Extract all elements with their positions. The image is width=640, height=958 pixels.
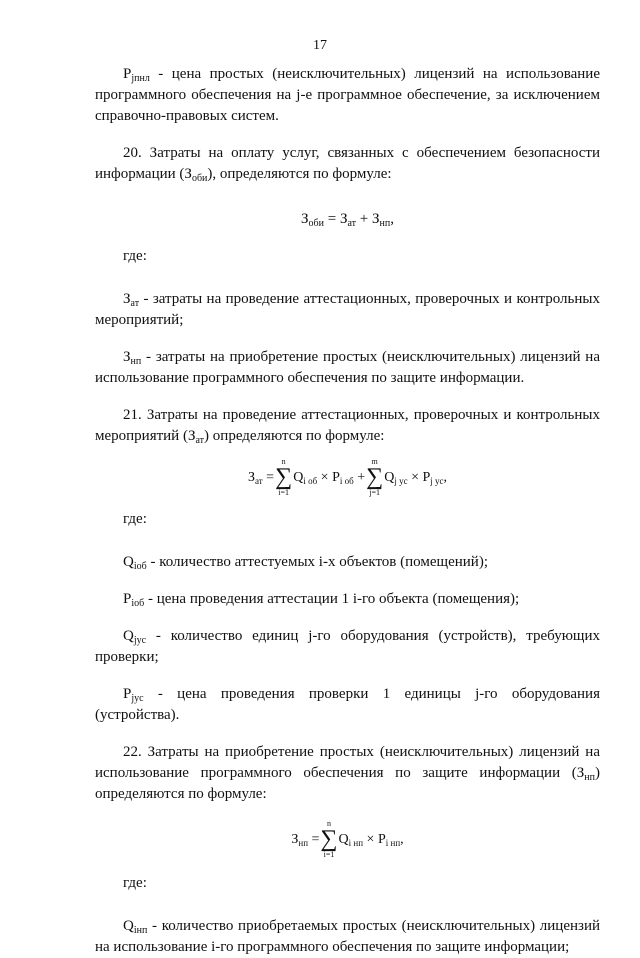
sum-symbol-j: m ∑ j=1	[366, 457, 384, 497]
where-label-1: где:	[123, 248, 147, 264]
definition-zat: $З_{ат}$ - затраты на проведение аттестационных, проверочных и контрольных мероприятий;	[95, 291, 600, 328]
page-number: 17	[313, 38, 327, 53]
paragraph-22: 22. Затраты на приобретение простых (неисключительных) лицензий на использование программного обеспечения по защите информации $(З_{нп})$ определяются по формуле:	[95, 744, 600, 802]
definition-pjus: $P_{jус}$ - цена проведения проверки 1 единицы j-го оборудования (устройства).	[95, 686, 600, 723]
formula-znp: $З_{нп}$ = n ∑ i=1 $Q_{i нп} \times P_{i нп}$,	[291, 819, 404, 859]
where-label-3: где:	[123, 875, 147, 891]
definition-qinp: $Q_{iнп}$ - количество приобретаемых простых (неисключительных) лицензий на использование i-го программного обеспечения по защите информации;	[95, 918, 600, 955]
definition-qjus: $Q_{jус}$ - количество единиц j-го оборудования (устройств), требующих проверки;	[95, 628, 600, 665]
definition-qiob: $Q_{iоб}$ - количество аттестуемых i-х объектов (помещений);	[123, 554, 488, 572]
formula-zat: $З_{ат}$ = n ∑ i=1 $Q_{i об} \times P_{i об}$ + m ∑ j=1 $Q_{j ус} \times P_{j ус}$,	[247, 457, 448, 497]
paragraph-pjpnl-definition: $P_{jпнл}$ - цена простых (неисключительных) лицензий на использование программного обеспечения на j-е программное обеспечение, за исключением справочно-правовых систем.	[95, 66, 600, 124]
formula-zobi: $З_{оби} = З_{ат} + З_{нп}$,	[301, 211, 394, 229]
definition-piob: $P_{iоб}$ - цена проведения аттестации 1 i-го объекта (помещения);	[123, 591, 520, 609]
paragraph-20: 20. Затраты на оплату услуг, связанных с обеспечением безопасности информации $(З_{оби})$, определяются по формуле:	[95, 145, 600, 184]
definition-znp: $З_{нп}$ - затраты на приобретение простых (неисключительных) лицензий на использование программного обеспечения по защите информации.	[95, 349, 600, 386]
where-label-2: где:	[123, 511, 147, 527]
sum-symbol-i: n ∑ i=1	[275, 457, 293, 497]
document-body	[95, 64, 600, 958]
sum-symbol-np: n ∑ i=1	[320, 819, 338, 859]
paragraph-21: 21. Затраты на проведение аттестационных, проверочных и контрольных мероприятий $(З_{ат})$ определяются по формуле:	[95, 407, 600, 446]
